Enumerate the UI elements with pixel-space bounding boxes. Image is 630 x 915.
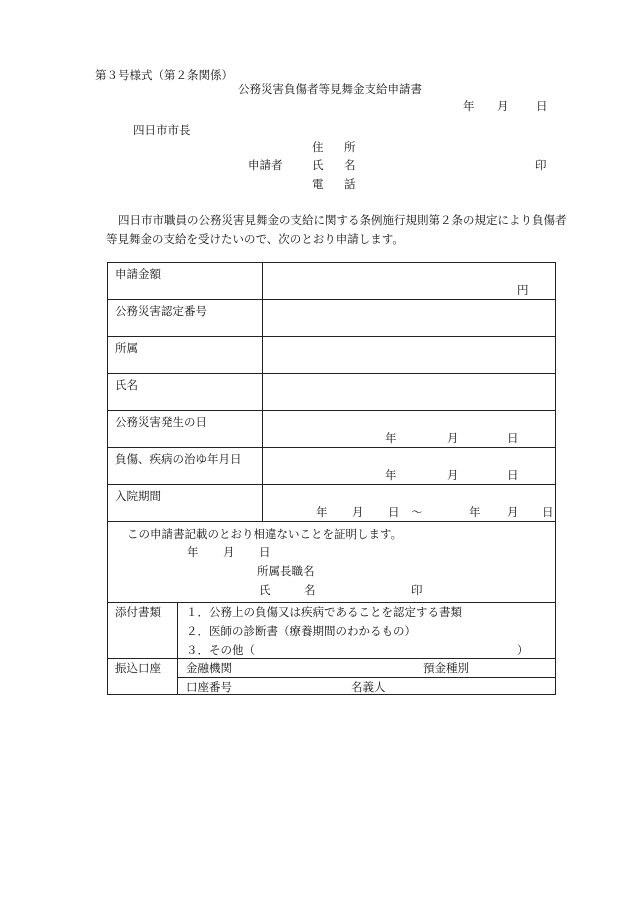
employee-name-label: 氏名 <box>115 378 138 392</box>
applicant-seal-mark: 印 <box>535 158 547 172</box>
hospital-period-field[interactable] <box>263 485 555 521</box>
address-label-part2: 所 <box>344 140 356 154</box>
cert-month-unit: 月 <box>223 545 235 559</box>
date-year-unit: 年 <box>463 99 475 113</box>
hospital-end-month-unit: 月 <box>507 505 519 519</box>
department-field[interactable] <box>263 337 555 373</box>
account-holder-label: 名義人 <box>351 680 386 694</box>
department-label: 所属 <box>115 341 138 355</box>
amount-field[interactable] <box>263 263 555 299</box>
occurrence-year-unit: 年 <box>385 431 397 445</box>
form-number: 第３号様式（第２条関係） <box>95 68 233 82</box>
hospital-tilde: ～ <box>411 505 423 519</box>
date-month-unit: 月 <box>497 99 509 113</box>
attachment-close-paren: ） <box>517 643 529 657</box>
hospital-end-day-unit: 日 <box>542 505 554 519</box>
bank-name-label: 金融機関 <box>186 661 232 675</box>
certifier-title-label: 所属長職名 <box>257 564 315 578</box>
occurrence-date-label: 公務災害発生の日 <box>115 415 207 429</box>
hospital-period-label: 入院期間 <box>115 489 161 503</box>
applicant-label: 申請者 <box>248 158 283 172</box>
certification-text: この申請書記載のとおり相違ないことを証明します。 <box>127 527 403 541</box>
hospital-start-month-unit: 月 <box>352 505 364 519</box>
attachment-item: １．公務上の負傷又は疾病であることを認定する書類 <box>186 605 462 619</box>
address-label-part1: 住 <box>312 140 324 154</box>
cure-date-label: 負傷、疾病の治ゆ年月日 <box>115 452 242 466</box>
attachments-label: 添付書類 <box>115 605 161 619</box>
phone-label-part1: 電 <box>312 177 324 191</box>
name-label-part1: 氏 <box>312 158 324 172</box>
cert-year-unit: 年 <box>187 545 199 559</box>
cure-month-unit: 月 <box>447 468 459 482</box>
certifier-name-part2: 名 <box>304 583 316 597</box>
cure-date-field[interactable] <box>263 448 555 484</box>
attachment-item: ２．医師の診断書（療養期間のわかるもの） <box>186 624 416 638</box>
deposit-type-label: 預金種別 <box>423 661 469 675</box>
occurrence-date-field[interactable] <box>263 411 555 447</box>
cert-number-field[interactable] <box>263 300 555 336</box>
bank-section-label: 振込口座 <box>115 661 161 675</box>
name-label-part2: 名 <box>344 158 356 172</box>
hospital-start-year-unit: 年 <box>316 505 328 519</box>
occurrence-month-unit: 月 <box>447 431 459 445</box>
hospital-start-day-unit: 日 <box>388 505 400 519</box>
certifier-seal-mark: 印 <box>411 583 423 597</box>
employee-name-field[interactable] <box>263 374 555 410</box>
account-number-label: 口座番号 <box>186 680 232 694</box>
hospital-end-year-unit: 年 <box>469 505 481 519</box>
addressee: 四日市市長 <box>133 123 191 137</box>
cert-day-unit: 日 <box>259 545 271 559</box>
phone-label-part2: 話 <box>344 177 356 191</box>
occurrence-day-unit: 日 <box>507 431 519 445</box>
cert-number-label: 公務災害認定番号 <box>115 304 207 318</box>
cure-year-unit: 年 <box>385 468 397 482</box>
certifier-name-part1: 氏 <box>259 583 271 597</box>
amount-label: 申請金額 <box>115 267 161 281</box>
page-title: 公務災害負傷者等見舞金支給申請書 <box>238 82 422 96</box>
application-statement: 四日市市職員の公務災害見舞金の支給に関する条例施行規則第２条の規定により負傷者等見舞金の支給を受けたいので、次のとおり申請します。 <box>106 213 567 246</box>
cure-day-unit: 日 <box>507 468 519 482</box>
attachment-item: ３．その他（ <box>186 643 255 657</box>
amount-unit: 円 <box>517 283 529 297</box>
date-day-unit: 日 <box>536 99 548 113</box>
application-form-table <box>107 262 556 695</box>
